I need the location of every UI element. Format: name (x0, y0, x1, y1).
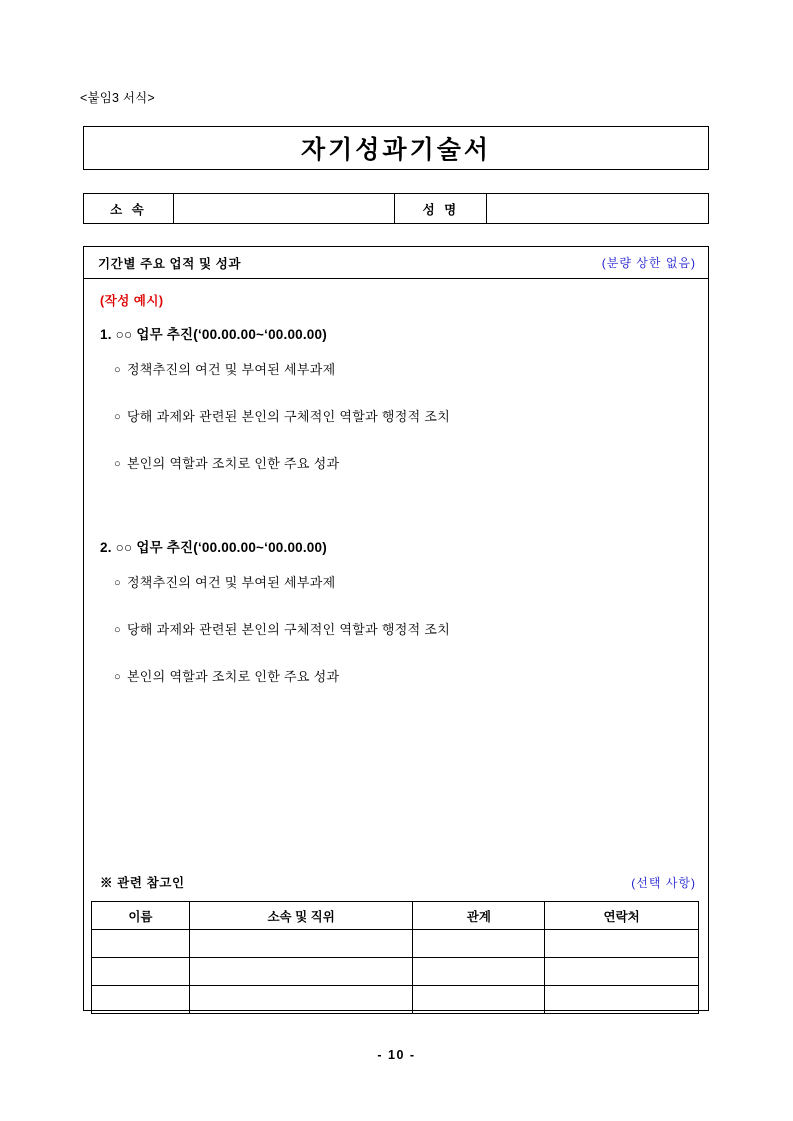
table-row (92, 986, 699, 1014)
reference-title: ※ 관련 참고인 (100, 876, 185, 890)
section-1-bullet-3 (100, 453, 692, 472)
table-row (84, 194, 709, 224)
name-label: 성 명 (395, 194, 487, 224)
section-1-title: ○○ 업무 추진(‘00.00.00~‘00.00.00) (115, 327, 327, 342)
achievement-section (83, 246, 709, 1011)
name-field[interactable] (487, 194, 709, 224)
achievement-body[interactable] (84, 279, 708, 1010)
page-number: - 10 - (377, 1048, 416, 1062)
attachment-label: <붙임3 서식> (80, 91, 155, 105)
column-header-relation: 관계 (413, 902, 545, 930)
cell-name[interactable] (92, 930, 190, 958)
reference-header (100, 873, 696, 891)
circle-bullet-icon: ○ (114, 671, 121, 683)
achievement-header (84, 247, 708, 279)
cell-contact[interactable] (545, 930, 699, 958)
section-2-bullet-1 (100, 572, 692, 591)
table-row (92, 958, 699, 986)
section-2-bullet-2 (100, 619, 692, 638)
cell-name[interactable] (92, 958, 190, 986)
section-2-bullet-2-text: 당해 과제와 관련된 본인의 구체적인 역할과 행정적 조치 (126, 622, 451, 637)
cell-relation[interactable] (413, 930, 545, 958)
table-row (92, 930, 699, 958)
circle-bullet-icon: ○ (114, 411, 121, 423)
section-2-bullet-3 (100, 666, 692, 685)
cell-name[interactable] (92, 986, 190, 1014)
affiliation-label: 소 속 (84, 194, 174, 224)
reference-note: (선택 사항) (631, 876, 696, 890)
section-2-number: 2. (100, 540, 112, 555)
column-header-contact: 연락처 (545, 902, 699, 930)
cell-organization[interactable] (189, 958, 413, 986)
cell-organization[interactable] (189, 930, 413, 958)
reference-table (91, 901, 699, 1014)
achievement-header-title: 기간별 주요 업적 및 성과 (98, 256, 242, 271)
document-title-box (83, 126, 709, 170)
affiliation-field[interactable] (173, 194, 395, 224)
circle-bullet-icon: ○ (114, 364, 121, 376)
page-title: 자기성과기술서 (300, 136, 492, 164)
circle-bullet-icon: ○ (114, 577, 121, 589)
section-2-title: ○○ 업무 추진(‘00.00.00~‘00.00.00) (115, 540, 327, 555)
section-1-heading (100, 323, 692, 343)
section-gap (100, 500, 692, 536)
cell-contact[interactable] (545, 986, 699, 1014)
section-1-bullet-2-text: 당해 과제와 관련된 본인의 구체적인 역할과 행정적 조치 (126, 409, 451, 424)
example-tag: (작성 예시) (100, 294, 164, 308)
cell-relation[interactable] (413, 986, 545, 1014)
section-1-bullet-1-text: 정책추진의 여건 및 부여된 세부과제 (126, 362, 336, 377)
circle-bullet-icon: ○ (114, 624, 121, 636)
section-2-heading (100, 536, 692, 556)
column-header-organization: 소속 및 직위 (189, 902, 413, 930)
column-header-name: 이름 (92, 902, 190, 930)
achievement-header-note: (분량 상한 없음) (601, 256, 696, 270)
cell-organization[interactable] (189, 986, 413, 1014)
section-1-bullet-1 (100, 359, 692, 378)
identity-table (83, 193, 709, 224)
section-1-bullet-2 (100, 406, 692, 425)
section-1-bullet-3-text: 본인의 역할과 조치로 인한 주요 성과 (126, 456, 340, 471)
cell-contact[interactable] (545, 958, 699, 986)
section-2-bullet-3-text: 본인의 역할과 조치로 인한 주요 성과 (126, 669, 340, 684)
cell-relation[interactable] (413, 958, 545, 986)
section-2-bullet-1-text: 정책추진의 여건 및 부여된 세부과제 (126, 575, 336, 590)
circle-bullet-icon: ○ (114, 458, 121, 470)
table-header-row (92, 902, 699, 930)
section-1-number: 1. (100, 327, 112, 342)
